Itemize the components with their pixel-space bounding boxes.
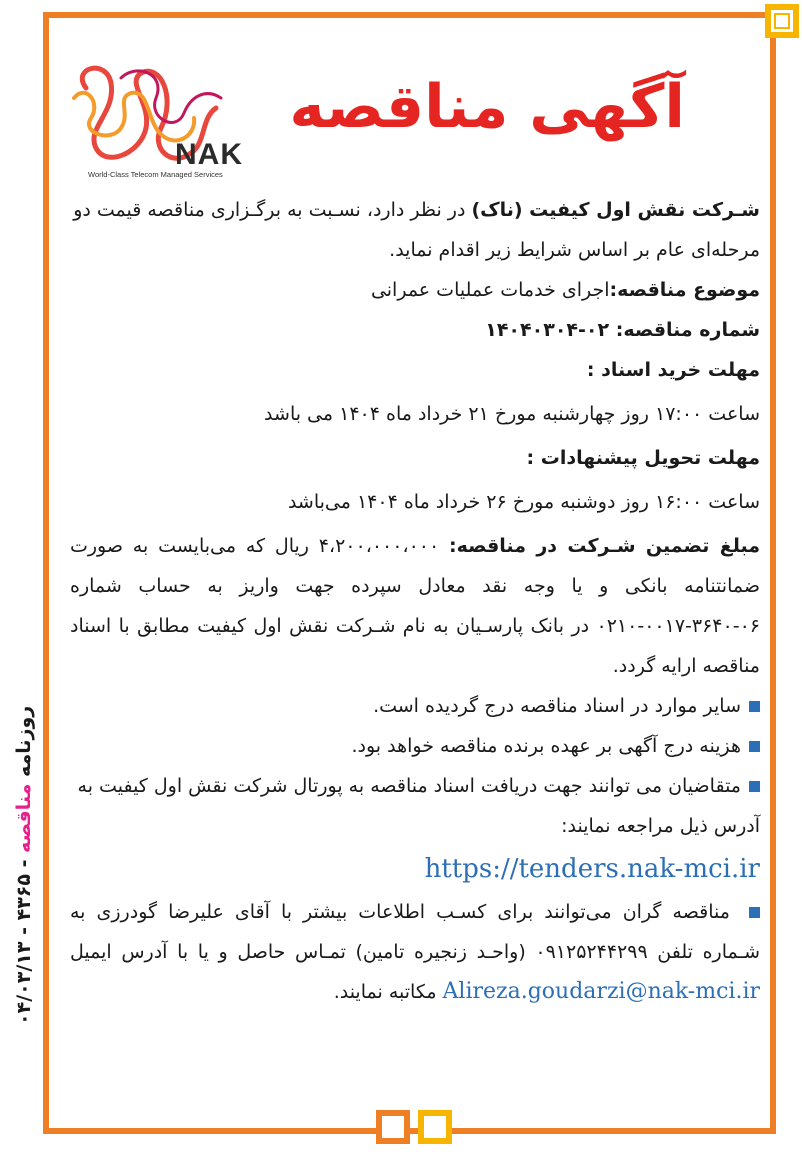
bullet-item: هزینه درج آگهی بر عهده برنده مناقصه خواهد بود. xyxy=(70,726,760,766)
guarantee-label: مبلغ تضمین شـرکت در مناقصه: xyxy=(449,535,760,557)
bullet-item: متقاضیان می توانند جهت دریافت اسناد مناقصه به پورتال شرکت نقش اول کیفیت به آدرس ذیل مراجعه نمایند: xyxy=(70,766,760,846)
newspaper-issue-label xyxy=(4,690,44,1040)
intro-paragraph xyxy=(70,190,760,270)
corner-square-inner xyxy=(774,13,790,29)
company-name: شـرکت نقش اول کیفیت (ناک) xyxy=(471,199,760,221)
guarantee-paragraph xyxy=(70,526,760,686)
newspaper-prefix: روزنامه xyxy=(13,705,35,777)
newspaper-issue: - ۴۳۶۵ - ۰۴/۰۳/۱۳ xyxy=(13,859,35,1025)
subject-label: موضوع مناقصه: xyxy=(609,279,760,301)
bullet-item: سایر موارد در اسناد مناقصه درج گردیده است. xyxy=(70,686,760,726)
subject-value: اجرای خدمات عملیات عمرانی xyxy=(370,279,610,301)
subject-line xyxy=(70,270,760,310)
contact-text-before: مناقصه گران می‌توانند برای کسـب اطلاعات بیشتر با آقای علیرضا گودرزی به شـماره تلفن ۰۹۱۲۵۲۴۴۲۹۹ (واحـد زنجیره تامین) تمـاس حاصل و یا با آدرس ایمیل xyxy=(70,901,760,963)
purchase-deadline-label: مهلت خرید اسناد : xyxy=(586,359,760,381)
newspaper-brand: مناقصه xyxy=(13,783,35,853)
logo-wordmark: NAK xyxy=(175,138,243,171)
bottom-square-orange xyxy=(376,1110,410,1144)
contact-paragraph xyxy=(70,892,760,1012)
page-title: آگهی مناقصه xyxy=(289,72,685,142)
number-value: ۰۲-۱۴۰۴۰۳۰۴ xyxy=(485,319,610,341)
intro-text: در نظر دارد، نسـبت به برگـزاری مناقصه قیمت دو مرحله‌ای عام بر اساس شرایط زیر اقدام نماید. xyxy=(73,199,760,261)
submission-deadline-label: مهلت تحویل پیشنهادات : xyxy=(526,447,760,469)
logo-tagline: World-Class Telecom Managed Services xyxy=(88,170,223,179)
number-line xyxy=(70,310,760,350)
guarantee-text: ۴،۲۰۰،۰۰۰،۰۰۰ ریال که می‌بایست به صورت ضمانتنامه بانکی و یا وجه نقد معادل سپرده جهت واریز به حساب شماره ۰۶-۳۶۴۰-۰۰۱۷-۰۲۱۰ در بانک پارسـیان به نام شـرکت نقش اول کیفیت مطابق با اسناد مناقصه ارایه گردد. xyxy=(70,535,760,677)
submission-deadline-value: ساعت ۱۶:۰۰ روز دوشنبه مورخ ۲۶ خرداد ماه ۱۴۰۴ می‌باشد xyxy=(287,491,760,513)
bottom-square-yellow xyxy=(418,1110,452,1144)
contact-text-after: مکاتبه نمایند. xyxy=(333,981,443,1003)
number-label: شماره مناقصه: xyxy=(615,319,760,341)
ad-body xyxy=(70,190,760,1012)
purchase-deadline-value: ساعت ۱۷:۰۰ روز چهارشنبه مورخ ۲۱ خرداد ماه ۱۴۰۴ می باشد xyxy=(264,403,760,425)
email-link[interactable]: Alireza.goudarzi@nak-mci.ir xyxy=(442,979,760,1004)
tenders-url-link[interactable]: https://tenders.nak-mci.ir xyxy=(424,854,760,884)
